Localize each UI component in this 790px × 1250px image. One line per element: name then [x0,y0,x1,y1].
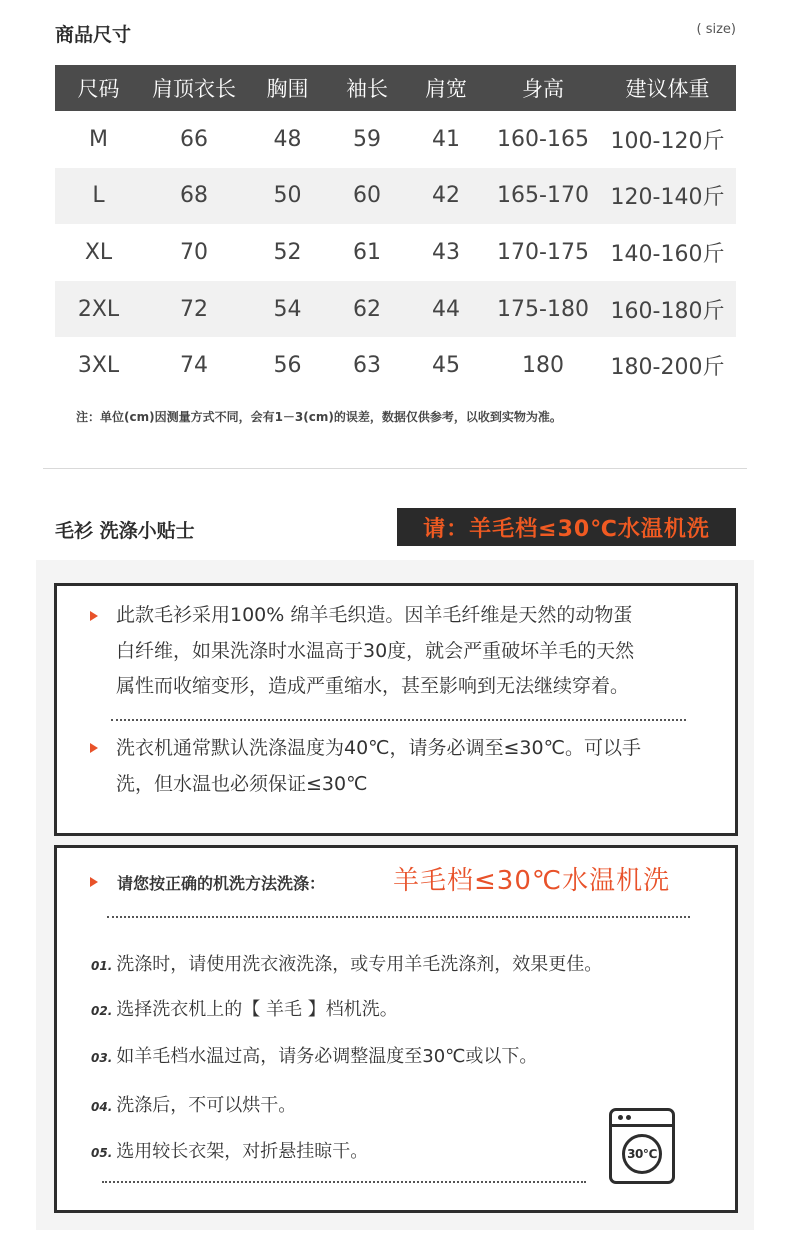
step-number: 03. [91,1051,113,1065]
dotted-divider [102,1181,586,1183]
washing-machine-icon [609,1108,675,1184]
size-note: 注：单位(cm)因测量方式不同，会有1－3(cm)的误差，数据仅供参考，以收到实物为准。 [76,410,562,424]
table-cell: 175-180 [487,281,599,338]
triangle-bullet-icon [90,611,98,621]
size-tag: ( size) [696,22,736,37]
table-cell: 3XL [77,353,120,379]
step-number: 01. [91,959,113,973]
wash-step [91,1091,296,1117]
paragraph-line: 洗，但水温也必须保证≤30℃ [116,772,368,795]
table-cell: 140-160斤 [610,241,725,267]
wool-info-paragraph [116,598,634,705]
table-row [55,168,736,225]
paragraph-line: 此款毛衫采用100% 绵羊毛织造。因羊毛纤维是天然的动物蛋 [116,604,633,626]
wash-step [91,1137,368,1163]
step-number: 04. [91,1100,113,1114]
table-cell: 170-175 [497,239,589,265]
table-cell: 56 [273,353,302,379]
size-table [55,65,736,394]
table-cell: 43 [432,239,460,265]
machine-temp-paragraph [116,731,641,802]
step-text: 选用较长衣架，对折悬挂晾干。 [116,1141,369,1162]
table-cell: 52 [273,239,302,265]
table-cell: 70 [180,239,208,265]
table-cell: 180-200斤 [610,355,725,381]
table-cell: 60 [329,168,405,225]
header-cell: 身高 [487,65,599,111]
table-cell: 160-180斤 [599,281,736,338]
wash-temperature-badge: 请：羊毛档≤30℃水温机洗 [397,508,736,546]
table-cell: 42 [405,168,487,225]
paragraph-line: 洗衣机通常默认洗涤温度为40℃，请务必调至≤30℃。可以手 [116,737,641,759]
wash-section-title: 毛衫 洗涤小贴士 [55,520,195,542]
table-cell: 72 [142,281,246,338]
wash-method-highlight: 羊毛档≤30℃水温机洗 [393,866,671,896]
header-cell: 肩宽 [405,65,487,111]
washer-dot [626,1115,631,1120]
table-cell: 59 [353,126,381,152]
paragraph-line: 白纤维，如果洗涤时水温高于30度，就会严重破坏羊毛的天然 [116,639,635,662]
table-row [55,337,736,394]
table-cell: 165-170 [487,168,599,225]
table-row [55,281,736,338]
step-number: 02. [91,1004,113,1018]
table-cell: 66 [180,126,208,152]
table-cell: 41 [432,126,460,152]
size-table-header [55,65,736,111]
table-cell: XL [84,239,113,265]
dotted-divider [107,916,690,918]
washer-panel-line [612,1124,672,1127]
step-text: 洗涤后，不可以烘干。 [116,1095,297,1116]
washer-temperature-label: 30℃ [622,1134,662,1174]
header-cell: 建议体重 [599,65,736,111]
table-cell: 44 [405,281,487,338]
header-cell: 肩顶衣长 [142,65,246,111]
header-cell: 胸围 [246,65,329,111]
table-cell: L [55,168,142,225]
table-cell: 160-165 [497,126,589,152]
table-cell: 54 [246,281,329,338]
header-cell: 尺码 [55,65,142,111]
table-cell: M [89,126,108,152]
wash-step [91,995,398,1021]
table-cell: 63 [353,353,381,379]
wash-method-label: 请您按正确的机洗方法洗涤： [117,874,326,893]
table-row [55,111,736,168]
wash-step [91,950,602,976]
table-cell: 48 [273,126,302,152]
table-row [55,224,736,281]
table-cell: 61 [353,239,381,265]
header-cell: 袖长 [329,65,405,111]
wash-step [91,1042,537,1068]
table-cell: 100-120斤 [610,128,725,154]
triangle-bullet-icon [90,877,98,887]
washer-dot [618,1115,623,1120]
step-text: 如羊毛档水温过高，请务必调整温度至30℃或以下。 [116,1046,538,1067]
table-cell: 180 [522,353,564,379]
table-cell: 2XL [55,281,142,338]
section-divider [43,468,747,469]
table-cell: 50 [246,168,329,225]
table-cell: 74 [180,353,208,379]
table-cell: 120-140斤 [599,168,736,225]
table-cell: 62 [329,281,405,338]
step-text: 洗涤时，请使用洗衣液洗涤，或专用羊毛洗涤剂，效果更佳。 [116,954,603,975]
paragraph-line: 属性而收缩变形，造成严重缩水，甚至影响到无法继续穿着。 [116,675,630,697]
size-section-title: 商品尺寸 [55,24,132,46]
step-text: 选择洗衣机上的【 羊毛 】档机洗。 [116,999,398,1020]
table-cell: 68 [142,168,246,225]
table-cell: 45 [432,353,460,379]
triangle-bullet-icon [90,743,98,753]
dotted-divider [111,719,686,721]
step-number: 05. [91,1146,113,1160]
